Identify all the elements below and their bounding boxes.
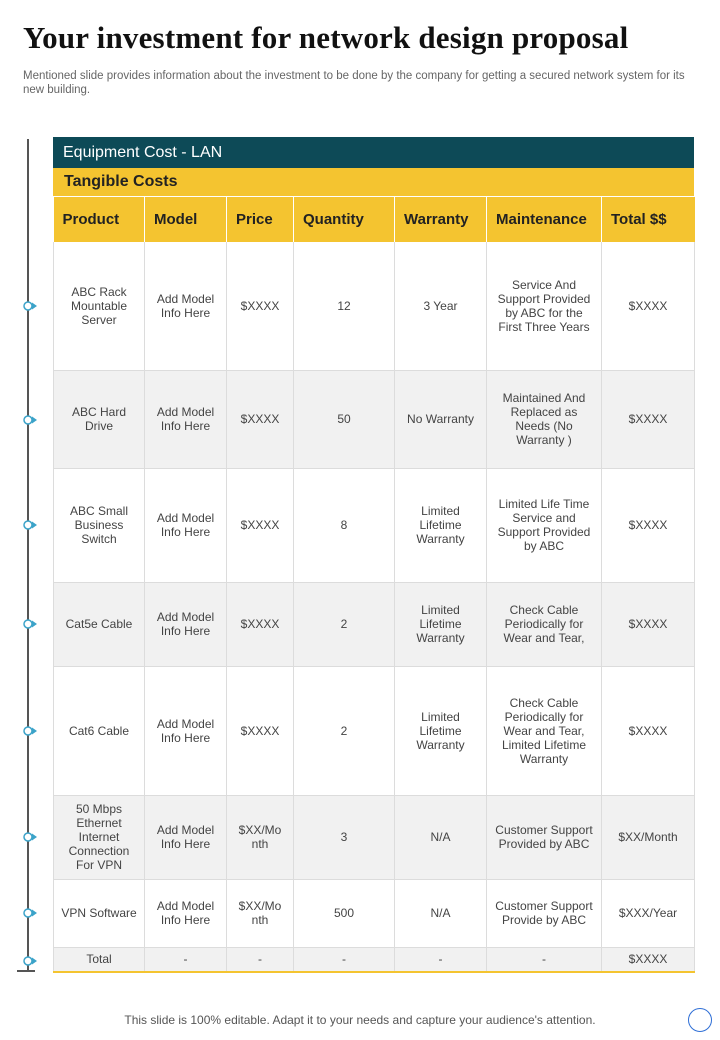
table-cell: ABC Small Business Switch [54, 468, 145, 582]
table-cell: $XXXX [602, 582, 695, 666]
table-cell: Limited Lifetime Warranty [395, 582, 487, 666]
timeline-node-icon [20, 414, 38, 426]
table-cell: Add Model Info Here [145, 666, 227, 795]
table-cell: Customer Support Provide by ABC [487, 879, 602, 947]
table-cell: $XXXX [602, 666, 695, 795]
table-row [54, 666, 695, 795]
table-cell: ABC Hard Drive [54, 370, 145, 468]
subsection-title-band: Tangible Costs [53, 168, 694, 196]
timeline-end-cap [17, 970, 35, 972]
table-cell: VPN Software [54, 879, 145, 947]
header-quantity: Quantity [294, 197, 395, 243]
table-cell: Add Model Info Here [145, 242, 227, 370]
table-cell: Check Cable Periodically for Wear and Tear, Limited Lifetime Warranty [487, 666, 602, 795]
table-cell: Add Model Info Here [145, 879, 227, 947]
table-cell: 50 Mbps Ethernet Internet Connection For VPN [54, 795, 145, 879]
timeline-node-icon [20, 725, 38, 737]
circle-icon [688, 1008, 712, 1032]
table-row [54, 242, 695, 370]
table-cell: 3 [294, 795, 395, 879]
table-header-row [54, 197, 695, 243]
table-cell: Limited Lifetime Warranty [395, 468, 487, 582]
table-cell: Check Cable Periodically for Wear and Tear, [487, 582, 602, 666]
timeline-node-icon [20, 907, 38, 919]
table-total-row [54, 947, 695, 972]
table-cell: $XX/Month [602, 795, 695, 879]
table-cell: $XX/Mo nth [227, 879, 294, 947]
table-cell: N/A [395, 879, 487, 947]
table-cell: $XXXX [227, 468, 294, 582]
table-cell: Add Model Info Here [145, 795, 227, 879]
timeline-node-icon [20, 519, 38, 531]
table-cell: - [294, 947, 395, 972]
table-cell: 3 Year [395, 242, 487, 370]
table-cell: Service And Support Provided by ABC for the First Three Years [487, 242, 602, 370]
table-cell: - [395, 947, 487, 972]
timeline-node-icon [20, 618, 38, 630]
table-cell: - [145, 947, 227, 972]
header-total: Total $$ [602, 197, 695, 243]
header-model: Model [145, 197, 227, 243]
table-cell: Add Model Info Here [145, 582, 227, 666]
cost-table [53, 196, 695, 973]
table-cell: $XXX/Year [602, 879, 695, 947]
table-cell: $XXXX [602, 242, 695, 370]
table-cell: Cat6 Cable [54, 666, 145, 795]
timeline-node-icon [20, 300, 38, 312]
section-title-band: Equipment Cost - LAN [53, 137, 694, 168]
header-maintenance: Maintenance [487, 197, 602, 243]
page-subtitle: Mentioned slide provides information about the investment to be done by the company for getting a secured network system for its new building. [23, 70, 685, 96]
table-cell: $XX/Mo nth [227, 795, 294, 879]
table-cell: No Warranty [395, 370, 487, 468]
table-cell: Customer Support Provided by ABC [487, 795, 602, 879]
table-cell: ABC Rack Mountable Server [54, 242, 145, 370]
table-cell: $XXXX [227, 666, 294, 795]
table-cell: 2 [294, 666, 395, 795]
header-product: Product [54, 197, 145, 243]
table-cell: N/A [395, 795, 487, 879]
table-cell: Add Model Info Here [145, 370, 227, 468]
table-cell: - [227, 947, 294, 972]
table-cell: $XXXX [227, 242, 294, 370]
table-cell: 50 [294, 370, 395, 468]
table-cell: Cat5e Cable [54, 582, 145, 666]
table-row [54, 879, 695, 947]
table-cell: Limited Life Time Service and Support Provided by ABC [487, 468, 602, 582]
footer-note: This slide is 100% editable. Adapt it to your needs and capture your audience's attention. [124, 1013, 596, 1027]
table-cell: $XXXX [227, 582, 294, 666]
equipment-cost-table [53, 137, 694, 973]
table-cell: 8 [294, 468, 395, 582]
table-cell: $XXXX [602, 370, 695, 468]
table-row [54, 468, 695, 582]
table-body [54, 242, 695, 972]
table-row [54, 582, 695, 666]
table-cell: 500 [294, 879, 395, 947]
timeline-node-icon [20, 955, 38, 967]
table-row [54, 370, 695, 468]
table-cell: Total [54, 947, 145, 972]
page-title: Your investment for network design proposal [23, 20, 629, 55]
header-warranty: Warranty [395, 197, 487, 243]
timeline-node-icon [20, 831, 38, 843]
table-row [54, 795, 695, 879]
table-cell: $XXXX [602, 947, 695, 972]
table-cell: Add Model Info Here [145, 468, 227, 582]
table-cell: Maintained And Replaced as Needs (No Warranty ) [487, 370, 602, 468]
header-price: Price [227, 197, 294, 243]
table-cell: 2 [294, 582, 395, 666]
table-cell: 12 [294, 242, 395, 370]
table-cell: - [487, 947, 602, 972]
table-cell: $XXXX [227, 370, 294, 468]
timeline-line [27, 139, 29, 971]
table-cell: $XXXX [602, 468, 695, 582]
table-cell: Limited Lifetime Warranty [395, 666, 487, 795]
